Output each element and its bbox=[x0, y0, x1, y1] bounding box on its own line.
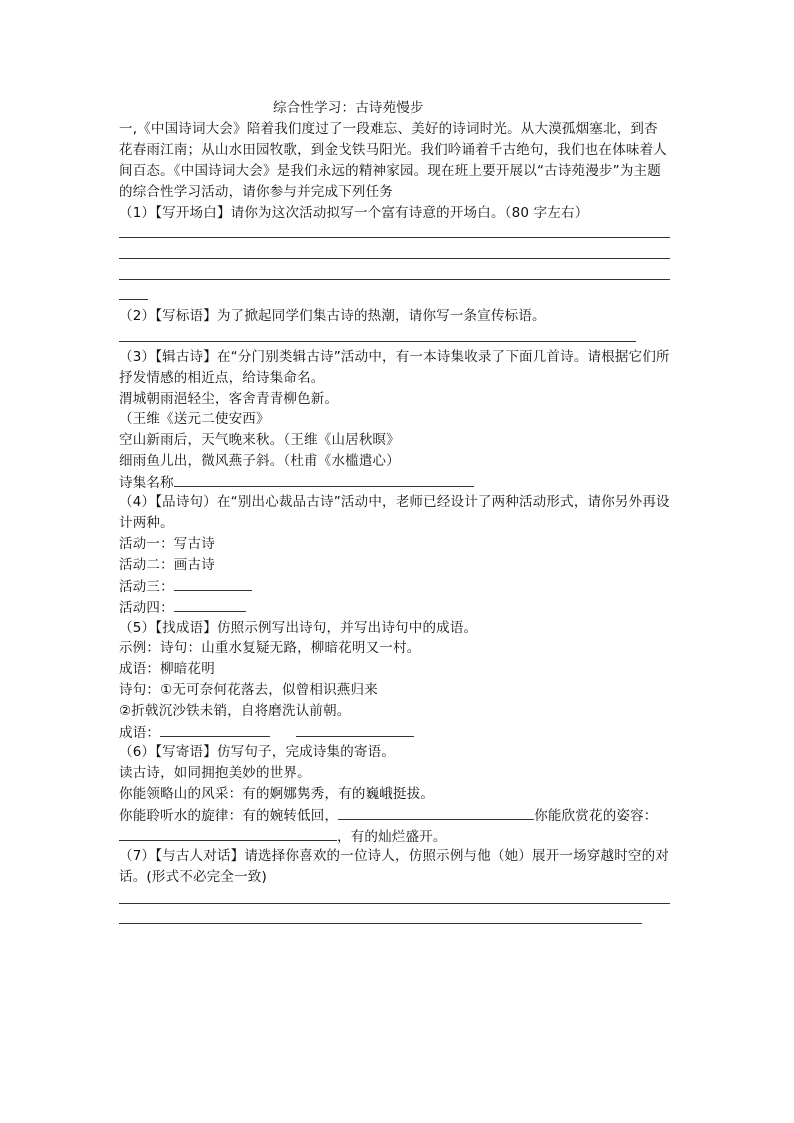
sentence-line: 读古诗，如同拥抱美妙的世界。 bbox=[119, 765, 311, 781]
answer-line[interactable] bbox=[119, 341, 636, 342]
idiom-answer-row bbox=[119, 722, 414, 743]
poem-line: 渭城朝雨浥轻尘，客舍青青柳色新。 bbox=[119, 391, 339, 407]
activity-row bbox=[119, 576, 252, 597]
sentence-part: 你能聆听水的旋律：有的婉转低回， bbox=[119, 808, 339, 824]
answer-line[interactable] bbox=[119, 923, 642, 924]
intro-line: 花春雨江南；从山水田园牧歌，到金戈铁马阳光。我们吟诵着千古绝句，我们也在体味着人 bbox=[119, 142, 667, 158]
poem-line: 空山新雨后，天气晚来秋。（王维《山居秋暝》 bbox=[119, 432, 400, 448]
idiom-blank[interactable] bbox=[160, 722, 270, 737]
intro-line: 一,《中国诗词大会》陪着我们度过了一段难忘、美好的诗词时光。从大漠孤烟塞北，到杏 bbox=[119, 121, 658, 137]
sentence-line: 你能领略山的风采：有的婀娜隽秀，有的巍峨挺拔。 bbox=[119, 786, 435, 802]
question-7-prompt: （7）【与古人对话】请选择你喜欢的一位诗人，仿照示例与他（她）展开一场穿越时空的对 bbox=[119, 848, 670, 864]
question-2-prompt: （2）【写标语】为了掀起同学们集古诗的热潮，请你写一条宣传标语。 bbox=[119, 308, 546, 324]
question-7-prompt: 话。(形式不必完全一致) bbox=[119, 869, 267, 885]
answer-line[interactable] bbox=[119, 237, 670, 238]
poem-line: 诗句：①无可奈何花落去，似曾相识燕归来 bbox=[119, 682, 378, 698]
question-3-prompt: （3）【辑古诗】在“分门别类辑古诗”活动中，有一本诗集收录了下面几首诗。请根据它们所 bbox=[119, 349, 670, 365]
activity-label: 活动四： bbox=[119, 600, 174, 616]
sentence-part: 你能欣赏花的姿容： bbox=[534, 808, 658, 824]
poem-line: ②折戟沉沙铁未销，自将磨洗认前朝。 bbox=[119, 703, 351, 719]
collection-name-row bbox=[119, 472, 474, 493]
sentence-row bbox=[119, 805, 658, 826]
activity-label: 活动三： bbox=[119, 579, 174, 595]
sentence-part: ，有的灿烂盛开。 bbox=[337, 829, 447, 845]
answer-line[interactable] bbox=[119, 903, 670, 904]
poem-line: 细雨鱼儿出，微风燕子斜。（杜甫《水槛遣心） bbox=[119, 453, 400, 469]
answer-line[interactable] bbox=[119, 258, 670, 259]
question-6-prompt: （6）【写寄语】仿写句子，完成诗集的寄语。 bbox=[119, 744, 396, 760]
intro-line: 的综合性学习活动，请你参与并完成下列任务 bbox=[119, 184, 393, 200]
activity-row bbox=[119, 597, 246, 618]
activity-item: 活动二：画古诗 bbox=[119, 557, 215, 573]
answer-line[interactable] bbox=[119, 299, 148, 300]
idiom-label: 成语： bbox=[119, 725, 161, 741]
sentence-blank[interactable] bbox=[119, 826, 337, 841]
collection-name-blank[interactable] bbox=[174, 472, 474, 487]
question-4-prompt: 计两种。 bbox=[119, 515, 174, 531]
example-line: 示例：诗句：山重水复疑无路，柳暗花明又一村。 bbox=[119, 640, 421, 656]
activity-blank[interactable] bbox=[174, 576, 252, 591]
question-3-prompt: 抒发情感的相近点，给诗集命名。 bbox=[119, 370, 325, 386]
question-5-prompt: （5）【找成语】仿照示例写出诗句，并写出诗句中的成语。 bbox=[119, 620, 478, 636]
question-4-prompt: （4）【品诗句）在“别出心裁品古诗”活动中，老师已经设计了两种活动形式，请你另外再设 bbox=[119, 494, 670, 510]
question-1-prompt: （1）【写开场白】请你为这次活动拟写一个富有诗意的开场白。（80 字左右） bbox=[119, 205, 589, 221]
collection-name-label: 诗集名称 bbox=[119, 475, 174, 491]
sentence-row bbox=[119, 826, 447, 847]
activity-item: 活动一：写古诗 bbox=[119, 536, 215, 552]
idiom-blank[interactable] bbox=[296, 722, 414, 737]
answer-line[interactable] bbox=[119, 279, 670, 280]
intro-line: 间百态。《中国诗词大会》是我们永远的精神家园。现在班上要开展以“古诗苑漫步”为主题 bbox=[119, 163, 661, 179]
page-title: 综合性学习：古诗苑慢步 bbox=[273, 100, 424, 116]
activity-blank[interactable] bbox=[174, 597, 246, 612]
poem-source: （王维《送元二使安西》 bbox=[119, 411, 270, 427]
sentence-blank[interactable] bbox=[338, 805, 534, 820]
example-idiom: 成语：柳暗花明 bbox=[119, 661, 215, 677]
